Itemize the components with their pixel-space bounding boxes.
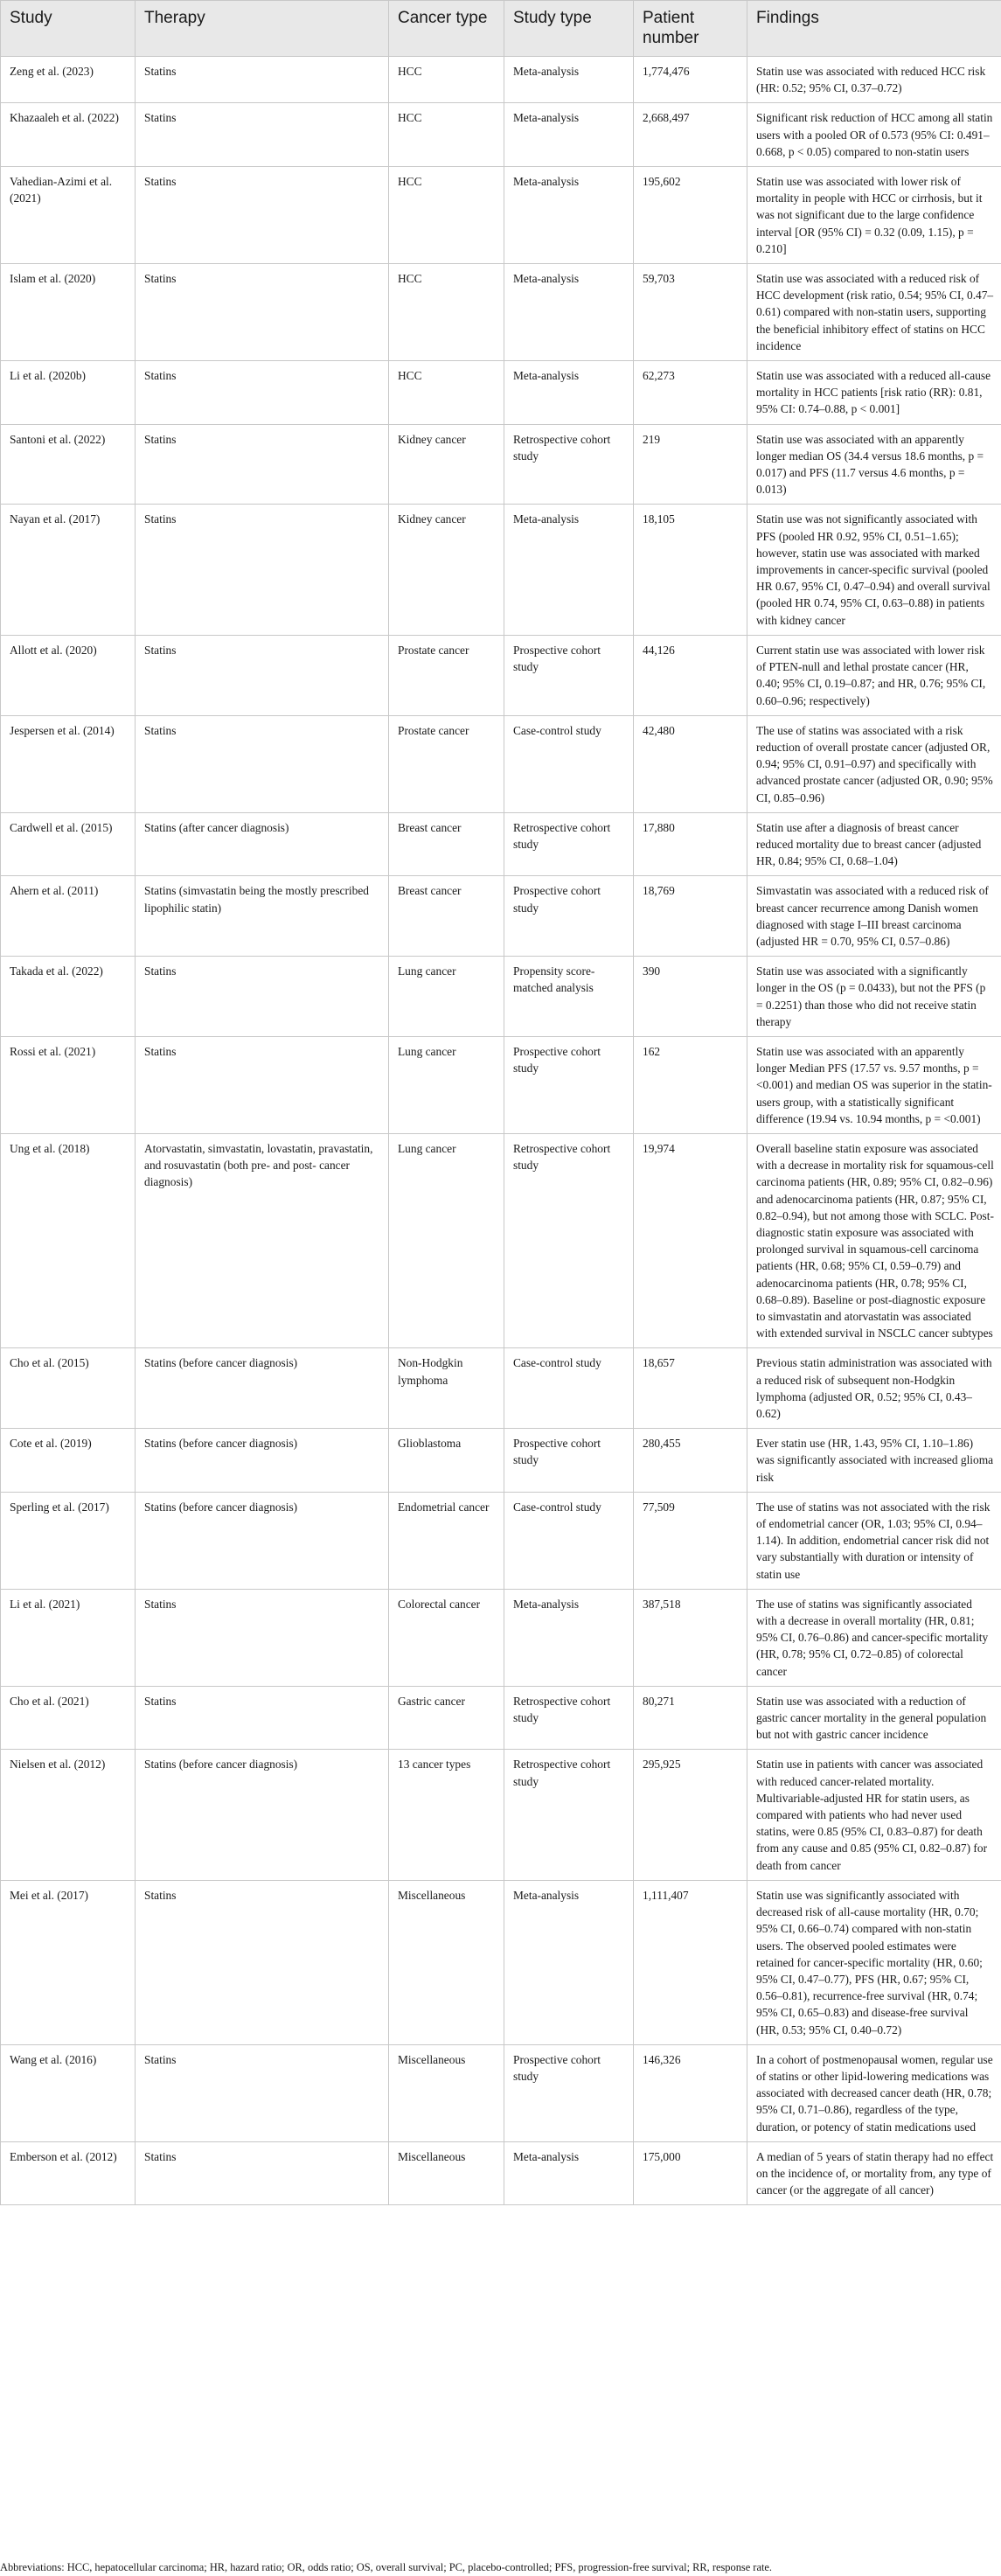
- header-patient-number: Patient number: [634, 1, 747, 57]
- table-row: [1, 1880, 1001, 2044]
- patient-number-cell: 1,111,407: [634, 1880, 747, 2044]
- therapy-cell: Statins: [136, 167, 389, 264]
- study-type-cell: Retrospective cohort study: [504, 1686, 634, 1750]
- study-cell: Santoni et al. (2022): [1, 424, 136, 505]
- study-cell: Wang et al. (2016): [1, 2044, 136, 2141]
- table-row: [1, 876, 1001, 957]
- study-type-cell: Prospective cohort study: [504, 1429, 634, 1493]
- therapy-cell: Statins (before cancer diagnosis): [136, 1750, 389, 1880]
- study-type-cell: Prospective cohort study: [504, 2044, 634, 2141]
- cancer-type-cell: HCC: [389, 264, 504, 361]
- cancer-type-cell: Breast cancer: [389, 876, 504, 957]
- study-cell: Emberson et al. (2012): [1, 2141, 136, 2205]
- patient-number-cell: 77,509: [634, 1492, 747, 1589]
- study-cell: Khazaaleh et al. (2022): [1, 103, 136, 167]
- therapy-cell: Atorvastatin, simvastatin, lovastatin, pravastatin, and rosuvastatin (both pre- and post- cancer diagnosis): [136, 1133, 389, 1347]
- table-header: [1, 1, 1001, 57]
- header-therapy: Therapy: [136, 1, 389, 57]
- patient-number-cell: 42,480: [634, 715, 747, 812]
- findings-cell: Statin use was associated with an apparently longer Median PFS (17.57 vs. 9.57 months, p = <0.001) and median OS was superior in the statin-users group, with a statistically significant difference (19.94 vs. 10.94 months, p = <0.001): [747, 1036, 1001, 1133]
- study-type-cell: Meta-analysis: [504, 2141, 634, 2205]
- study-type-cell: Meta-analysis: [504, 57, 634, 103]
- cancer-type-cell: Miscellaneous: [389, 2044, 504, 2141]
- findings-cell: Statin use was associated with lower risk of mortality in people with HCC or cirrhosis, but it was not significant due to the large confidence interval [OR (95% CI) = 0.32 (0.09, 1.15), p = 0.210]: [747, 167, 1001, 264]
- findings-cell: The use of statins was significantly associated with a decrease in overall mortality (HR, 0.81; 95% CI, 0.76–0.86) and cancer-specific mortality (HR, 0.78; 95% CI, 0.72–0.85) of colorectal cancer: [747, 1589, 1001, 1686]
- table-row: [1, 1589, 1001, 1686]
- findings-cell: Statin use was associated with a reduced all-cause mortality in HCC patients [risk ratio (RR): 0.81, 95% CI: 0.74–0.88, p < 0.001]: [747, 361, 1001, 425]
- therapy-cell: Statins: [136, 424, 389, 505]
- study-cell: Vahedian-Azimi et al. (2021): [1, 167, 136, 264]
- cancer-type-cell: Colorectal cancer: [389, 1589, 504, 1686]
- therapy-cell: Statins (before cancer diagnosis): [136, 1348, 389, 1429]
- findings-cell: A median of 5 years of statin therapy had no effect on the incidence of, or mortality from, any type of cancer (or the aggregate of all cancer): [747, 2141, 1001, 2205]
- cancer-type-cell: Lung cancer: [389, 957, 504, 1037]
- therapy-cell: Statins (before cancer diagnosis): [136, 1492, 389, 1589]
- findings-cell: Statin use was associated with a reduced risk of HCC development (risk ratio, 0.54; 95% CI, 0.47–0.61) compared with non-statin users, supporting the beneficial inhibitory effect of statins on HCC incidence: [747, 264, 1001, 361]
- study-type-cell: Retrospective cohort study: [504, 1750, 634, 1880]
- study-cell: Cho et al. (2021): [1, 1686, 136, 1750]
- findings-cell: Statin use in patients with cancer was associated with reduced cancer-related mortality. Multivariable-adjusted HR for statin users, as compared with patients who had never used statins, were 0.85 (95% CI, 0.83–0.87) for death from any cause and 0.85 (95% CI, 0.82–0.87) for death from cancer: [747, 1750, 1001, 1880]
- study-type-cell: Meta-analysis: [504, 1880, 634, 2044]
- cancer-type-cell: 13 cancer types: [389, 1750, 504, 1880]
- study-cell: Takada et al. (2022): [1, 957, 136, 1037]
- study-cell: Cho et al. (2015): [1, 1348, 136, 1429]
- study-cell: Li et al. (2020b): [1, 361, 136, 425]
- patient-number-cell: 219: [634, 424, 747, 505]
- table-row: [1, 264, 1001, 361]
- study-cell: Zeng et al. (2023): [1, 57, 136, 103]
- table-row: [1, 1750, 1001, 1880]
- study-type-cell: Prospective cohort study: [504, 635, 634, 715]
- study-cell: Jespersen et al. (2014): [1, 715, 136, 812]
- findings-cell: Ever statin use (HR, 1.43, 95% CI, 1.10–1.86) was significantly associated with increased glioma risk: [747, 1429, 1001, 1493]
- findings-cell: The use of statins was not associated with the risk of endometrial cancer (OR, 1.03; 95% CI, 0.94–1.14). In addition, endometrial cancer risk did not vary substantially with duration or intensity of statin use: [747, 1492, 1001, 1589]
- findings-cell: Overall baseline statin exposure was associated with a decrease in mortality risk for squamous-cell carcinoma patients (HR, 0.89; 95% CI, 0.82–0.96) and adenocarcinoma patients (HR, 0.87; 95% CI, 0.82–0.94), but not among those with SCLC. Post-diagnostic statin exposure was associated with prolonged survival in squamous-cell carcinoma patients (HR, 0.68; 95% CI, 0.59–0.79) and adenocarcinoma patients (HR, 0.78; 95% CI, 0.68–0.89). Baseline or post-diagnostic exposure to simvastatin and atorvastatin was associated with extended survival in NSCLC cancer subtypes: [747, 1133, 1001, 1347]
- therapy-cell: Statins (before cancer diagnosis): [136, 1429, 389, 1493]
- study-type-cell: Meta-analysis: [504, 1589, 634, 1686]
- findings-cell: Significant risk reduction of HCC among all statin users with a pooled OR of 0.573 (95% CI: 0.491–0.668, p < 0.05) compared to non-statin users: [747, 103, 1001, 167]
- patient-number-cell: 18,105: [634, 505, 747, 635]
- table-row: [1, 1686, 1001, 1750]
- patient-number-cell: 162: [634, 1036, 747, 1133]
- study-cell: Nielsen et al. (2012): [1, 1750, 136, 1880]
- findings-cell: Statin use was significantly associated with decreased risk of all-cause mortality (HR, 0.70; 95% CI, 0.66–0.74) compared with non-statin users. The observed pooled estimates were retained for cancer-specific mortality (HR, 0.60; 95% CI, 0.47–0.77), PFS (HR, 0.67; 95% CI, 0.56–0.81), recurrence-free survival (HR, 0.74; 95% CI, 0.65–0.83) and disease-free survival (HR, 0.53; 95% CI, 0.40–0.72): [747, 1880, 1001, 2044]
- study-cell: Ahern et al. (2011): [1, 876, 136, 957]
- table-row: [1, 167, 1001, 264]
- study-type-cell: Retrospective cohort study: [504, 812, 634, 876]
- cancer-type-cell: Breast cancer: [389, 812, 504, 876]
- table-row: [1, 957, 1001, 1037]
- study-type-cell: Meta-analysis: [504, 505, 634, 635]
- study-type-cell: Retrospective cohort study: [504, 1133, 634, 1347]
- patient-number-cell: 387,518: [634, 1589, 747, 1686]
- findings-cell: Statin use was associated with reduced HCC risk (HR: 0.52; 95% CI, 0.37–0.72): [747, 57, 1001, 103]
- cancer-type-cell: HCC: [389, 361, 504, 425]
- table-row: [1, 2044, 1001, 2141]
- cancer-type-cell: Miscellaneous: [389, 2141, 504, 2205]
- study-type-cell: Meta-analysis: [504, 264, 634, 361]
- header-study: Study: [1, 1, 136, 57]
- study-cell: Sperling et al. (2017): [1, 1492, 136, 1589]
- findings-cell: Statin use was associated with a reduction of gastric cancer mortality in the general population but not with gastric cancer incidence: [747, 1686, 1001, 1750]
- header-study-type: Study type: [504, 1, 634, 57]
- cancer-type-cell: Kidney cancer: [389, 424, 504, 505]
- cancer-type-cell: HCC: [389, 103, 504, 167]
- cancer-type-cell: Non-Hodgkin lymphoma: [389, 1348, 504, 1429]
- findings-cell: Current statin use was associated with lower risk of PTEN-null and lethal prostate cancer (HR, 0.40; 95% CI, 0.19–0.87; and HR, 0.76; 95% CI, 0.60–0.96; respectively): [747, 635, 1001, 715]
- study-type-cell: Retrospective cohort study: [504, 424, 634, 505]
- therapy-cell: Statins (after cancer diagnosis): [136, 812, 389, 876]
- findings-cell: The use of statins was associated with a risk reduction of overall prostate cancer (adjusted OR, 0.94; 95% CI, 0.91–0.97) and specifically with advanced prostate cancer (adjusted OR, 0.90; 95% CI, 0.85–0.96): [747, 715, 1001, 812]
- table-row: [1, 635, 1001, 715]
- table-row: [1, 1429, 1001, 1493]
- cancer-type-cell: Lung cancer: [389, 1036, 504, 1133]
- therapy-cell: Statins (simvastatin being the mostly prescribed lipophilic statin): [136, 876, 389, 957]
- patient-number-cell: 62,273: [634, 361, 747, 425]
- findings-cell: Statin use was not significantly associated with PFS (pooled HR 0.92, 95% CI, 0.51–1.65); however, statin use was associated with marked improvements in cancer-specific survival (pooled HR 0.67, 95% CI, 0.47–0.94) and overall survival (pooled HR 0.74, 95% CI, 0.63–0.88) in patients with kidney cancer: [747, 505, 1001, 635]
- study-type-cell: Case-control study: [504, 1348, 634, 1429]
- findings-cell: Statin use after a diagnosis of breast cancer reduced mortality due to breast cancer (adjusted HR, 0.84; 95% CI, 0.68–1.04): [747, 812, 1001, 876]
- patient-number-cell: 146,326: [634, 2044, 747, 2141]
- therapy-cell: Statins: [136, 635, 389, 715]
- study-type-cell: Prospective cohort study: [504, 876, 634, 957]
- therapy-cell: Statins: [136, 715, 389, 812]
- patient-number-cell: 59,703: [634, 264, 747, 361]
- therapy-cell: Statins: [136, 103, 389, 167]
- table-body: [1, 57, 1001, 2205]
- header-findings: Findings: [747, 1, 1001, 57]
- cancer-type-cell: Glioblastoma: [389, 1429, 504, 1493]
- therapy-cell: Statins: [136, 2141, 389, 2205]
- cancer-type-cell: HCC: [389, 167, 504, 264]
- study-cell: Cote et al. (2019): [1, 1429, 136, 1493]
- cancer-type-cell: Endometrial cancer: [389, 1492, 504, 1589]
- study-cell: Cardwell et al. (2015): [1, 812, 136, 876]
- table-row: [1, 424, 1001, 505]
- table-row: [1, 57, 1001, 103]
- therapy-cell: Statins: [136, 1880, 389, 2044]
- cancer-type-cell: Lung cancer: [389, 1133, 504, 1347]
- cancer-type-cell: Gastric cancer: [389, 1686, 504, 1750]
- patient-number-cell: 175,000: [634, 2141, 747, 2205]
- findings-cell: Statin use was associated with an apparently longer median OS (34.4 versus 18.6 months, p = 0.017) and PFS (11.7 versus 4.6 months, p = 0.013): [747, 424, 1001, 505]
- study-type-cell: Meta-analysis: [504, 361, 634, 425]
- header-cancer-type: Cancer type: [389, 1, 504, 57]
- study-type-cell: Meta-analysis: [504, 103, 634, 167]
- cancer-type-cell: Prostate cancer: [389, 635, 504, 715]
- findings-cell: Simvastatin was associated with a reduced risk of breast cancer recurrence among Danish women diagnosed with stage I–III breast carcinoma (adjusted HR = 0.70, 95% CI, 0.57–0.86): [747, 876, 1001, 957]
- study-type-cell: Case-control study: [504, 1492, 634, 1589]
- study-cell: Rossi et al. (2021): [1, 1036, 136, 1133]
- header-row: [1, 1, 1001, 57]
- cancer-type-cell: Kidney cancer: [389, 505, 504, 635]
- study-type-cell: Case-control study: [504, 715, 634, 812]
- therapy-cell: Statins: [136, 957, 389, 1037]
- table-row: [1, 103, 1001, 167]
- study-cell: Allott et al. (2020): [1, 635, 136, 715]
- study-type-cell: Propensity score-matched analysis: [504, 957, 634, 1037]
- findings-cell: Statin use was associated with a significantly longer in the OS (p = 0.0433), but not the PFS (p = 0.2251) than those who did not receive statin therapy: [747, 957, 1001, 1037]
- therapy-cell: Statins: [136, 2044, 389, 2141]
- table-row: [1, 812, 1001, 876]
- patient-number-cell: 1,774,476: [634, 57, 747, 103]
- study-cell: Li et al. (2021): [1, 1589, 136, 1686]
- table-row: [1, 1036, 1001, 1133]
- therapy-cell: Statins: [136, 505, 389, 635]
- patient-number-cell: 17,880: [634, 812, 747, 876]
- patient-number-cell: 280,455: [634, 1429, 747, 1493]
- abbreviations-footnote: Abbreviations: HCC, hepatocellular carcinoma; HR, hazard ratio; OR, odds ratio; OS, overall survival; PC, placebo-controlled; PFS, progression-free survival; RR, response rate.: [0, 2561, 772, 2573]
- study-type-cell: Meta-analysis: [504, 167, 634, 264]
- study-cell: Islam et al. (2020): [1, 264, 136, 361]
- table-row: [1, 361, 1001, 425]
- table-row: [1, 505, 1001, 635]
- cancer-type-cell: Prostate cancer: [389, 715, 504, 812]
- patient-number-cell: 2,668,497: [634, 103, 747, 167]
- therapy-cell: Statins: [136, 361, 389, 425]
- study-cell: Ung et al. (2018): [1, 1133, 136, 1347]
- table-row: [1, 715, 1001, 812]
- patient-number-cell: 295,925: [634, 1750, 747, 1880]
- patient-number-cell: 390: [634, 957, 747, 1037]
- cancer-type-cell: HCC: [389, 57, 504, 103]
- patient-number-cell: 195,602: [634, 167, 747, 264]
- study-cell: Mei et al. (2017): [1, 1880, 136, 2044]
- table-row: [1, 1492, 1001, 1589]
- patient-number-cell: 19,974: [634, 1133, 747, 1347]
- cancer-type-cell: Miscellaneous: [389, 1880, 504, 2044]
- findings-cell: In a cohort of postmenopausal women, regular use of statins or other lipid-lowering medications was associated with decreased cancer death (HR, 0.78; 95% CI, 0.71–0.86), regardless of the type, duration, or potency of statin medications used: [747, 2044, 1001, 2141]
- study-type-cell: Prospective cohort study: [504, 1036, 634, 1133]
- table-row: [1, 1133, 1001, 1347]
- therapy-cell: Statins: [136, 1589, 389, 1686]
- table-row: [1, 2141, 1001, 2205]
- patient-number-cell: 18,657: [634, 1348, 747, 1429]
- therapy-cell: Statins: [136, 1686, 389, 1750]
- findings-cell: Previous statin administration was associated with a reduced risk of subsequent non-Hodgkin lymphoma (adjusted OR, 0.52; 95% CI, 0.43–0.62): [747, 1348, 1001, 1429]
- patient-number-cell: 44,126: [634, 635, 747, 715]
- patient-number-cell: 80,271: [634, 1686, 747, 1750]
- patient-number-cell: 18,769: [634, 876, 747, 957]
- therapy-cell: Statins: [136, 57, 389, 103]
- therapy-cell: Statins: [136, 1036, 389, 1133]
- therapy-cell: Statins: [136, 264, 389, 361]
- table-row: [1, 1348, 1001, 1429]
- study-cell: Nayan et al. (2017): [1, 505, 136, 635]
